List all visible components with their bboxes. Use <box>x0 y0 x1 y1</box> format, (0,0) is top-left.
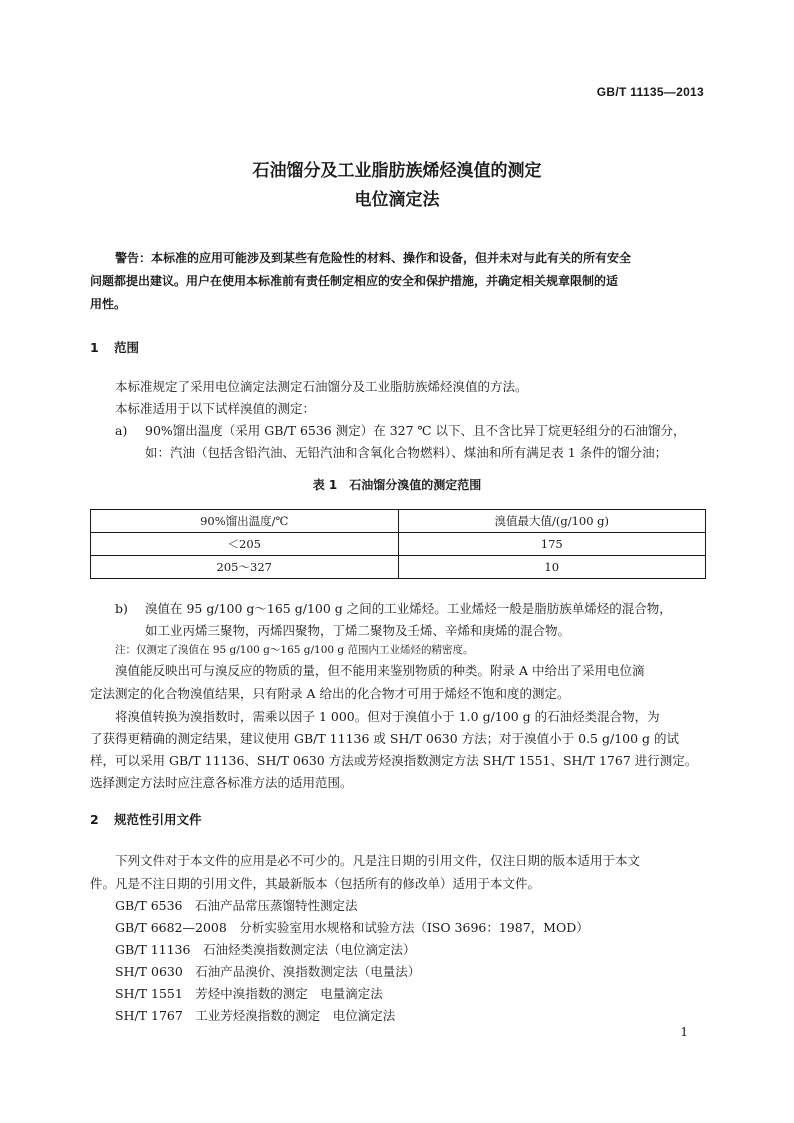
body-line: 选择测定方法时应注意各标准方法的适用范围。 <box>90 775 353 790</box>
table-header-row <box>91 510 706 533</box>
section-number: 1 <box>90 340 99 355</box>
section-number: 2 <box>90 812 99 827</box>
list-item-a-line: 90%馏出温度（采用 GB/T 6536 测定）在 327 ℃ 以下、且不含比异丁烷更轻组分的石油馏分， <box>145 423 686 438</box>
list-marker-b: b) <box>115 601 128 616</box>
body-line: 件。凡是不注日期的引用文件，其最新版本（包括所有的修改单）适用于本文件。 <box>90 876 541 891</box>
body-line: 下列文件对于本文件的应用是必不可少的。凡是注日期的引用文件，仅注日期的版本适用于本文 <box>115 853 641 868</box>
table-cell: ＜205 <box>91 533 399 556</box>
document-subtitle: 电位滴定法 <box>354 190 440 210</box>
section-2-heading <box>90 810 202 828</box>
section-title: 规范性引用文件 <box>114 812 202 827</box>
section-title: 范围 <box>114 340 140 355</box>
table-header-cell: 90%馏出温度/℃ <box>91 510 399 533</box>
list-marker-a: a) <box>115 423 128 438</box>
list-item-a-line: 如：汽油（包括含铅汽油、无铅汽油和含氧化合物燃料）、煤油和所有满足表 1 条件的馏分油； <box>145 445 668 460</box>
warning-paragraph <box>90 247 706 316</box>
table-cell: 175 <box>398 533 706 556</box>
reference-item: SH/T 1551 芳烃中溴指数的测定 电量滴定法 <box>115 986 383 1001</box>
reference-item: SH/T 0630 石油产品溴价、溴指数测定法（电量法） <box>115 964 421 979</box>
reference-item: GB/T 6682—2008 分析实验室用水规格和试验方法（ISO 3696：1987，MOD） <box>115 920 589 935</box>
body-line: 了获得更精确的测定结果，建议使用 GB/T 11136 或 SH/T 0630 方法；对于溴值小于 0.5 g/100 g 的试 <box>90 731 679 746</box>
reference-item: GB/T 11136 石油烃类溴指数测定法（电位滴定法） <box>115 942 416 957</box>
scope-paragraph: 本标准适用于以下试样溴值的测定： <box>115 401 316 416</box>
table-header-cell: 溴值最大值/(g/100 g) <box>398 510 706 533</box>
page-number: 1 <box>680 1025 688 1039</box>
reference-item: GB/T 6536 石油产品常压蒸馏特性测定法 <box>115 898 358 913</box>
table-caption: 表 1 石油馏分溴值的测定范围 <box>312 478 482 492</box>
reference-item: SH/T 1767 工业芳烃溴指数的测定 电位滴定法 <box>115 1008 396 1023</box>
warning-line: 警告：本标准的应用可能涉及到某些有危险性的材料、操作和设备，但并未对与此有关的所有安全 <box>115 251 632 265</box>
document-title: 石油馏分及工业脂肪族烯烃溴值的测定 <box>252 161 542 181</box>
table-cell: 205～327 <box>91 556 399 579</box>
list-item-b-line: 如工业丙烯三聚物，丙烯四聚物，丁烯二聚物及壬烯、辛烯和庚烯的混合物。 <box>145 623 571 638</box>
scope-paragraph: 本标准规定了采用电位滴定法测定石油馏分及工业脂肪族烯烃溴值的方法。 <box>115 379 528 394</box>
warning-line: 用性。 <box>90 297 127 311</box>
body-line: 溴值能反映出可与溴反应的物质的量，但不能用来鉴别物质的种类。附录 A 中给出了采用电位滴 <box>115 663 645 678</box>
warning-line: 问题都提出建议。用户在使用本标准前有责任制定相应的安全和保护措施，并确定相关规章限制的适 <box>90 274 619 288</box>
list-item-b-line: 溴值在 95 g/100 g～165 g/100 g 之间的工业烯烃。工业烯烃一般是脂肪族单烯烃的混合物， <box>145 601 672 616</box>
table-row <box>91 556 706 579</box>
section-1-heading <box>90 338 139 356</box>
range-table <box>90 509 706 579</box>
standard-code: GB/T 11135—2013 <box>596 85 704 99</box>
table-cell: 10 <box>398 556 706 579</box>
body-line: 样，可以采用 GB/T 11136、SH/T 0630 方法或芳烃溴指数测定方法 SH/T 1551、SH/T 1767 进行测定。 <box>90 753 698 768</box>
note: 注：仅测定了溴值在 95 g/100 g～165 g/100 g 范围内工业烯烃的精密度。 <box>115 644 474 656</box>
body-line: 将溴值转换为溴指数时，需乘以因子 1 000。但对于溴值小于 1.0 g/100 g 的石油烃类混合物，为 <box>115 709 660 724</box>
body-line: 定法测定的化合物溴值结果，只有附录 A 给出的化合物才可用于烯烃不饱和度的测定。 <box>90 686 570 701</box>
table-row <box>91 533 706 556</box>
